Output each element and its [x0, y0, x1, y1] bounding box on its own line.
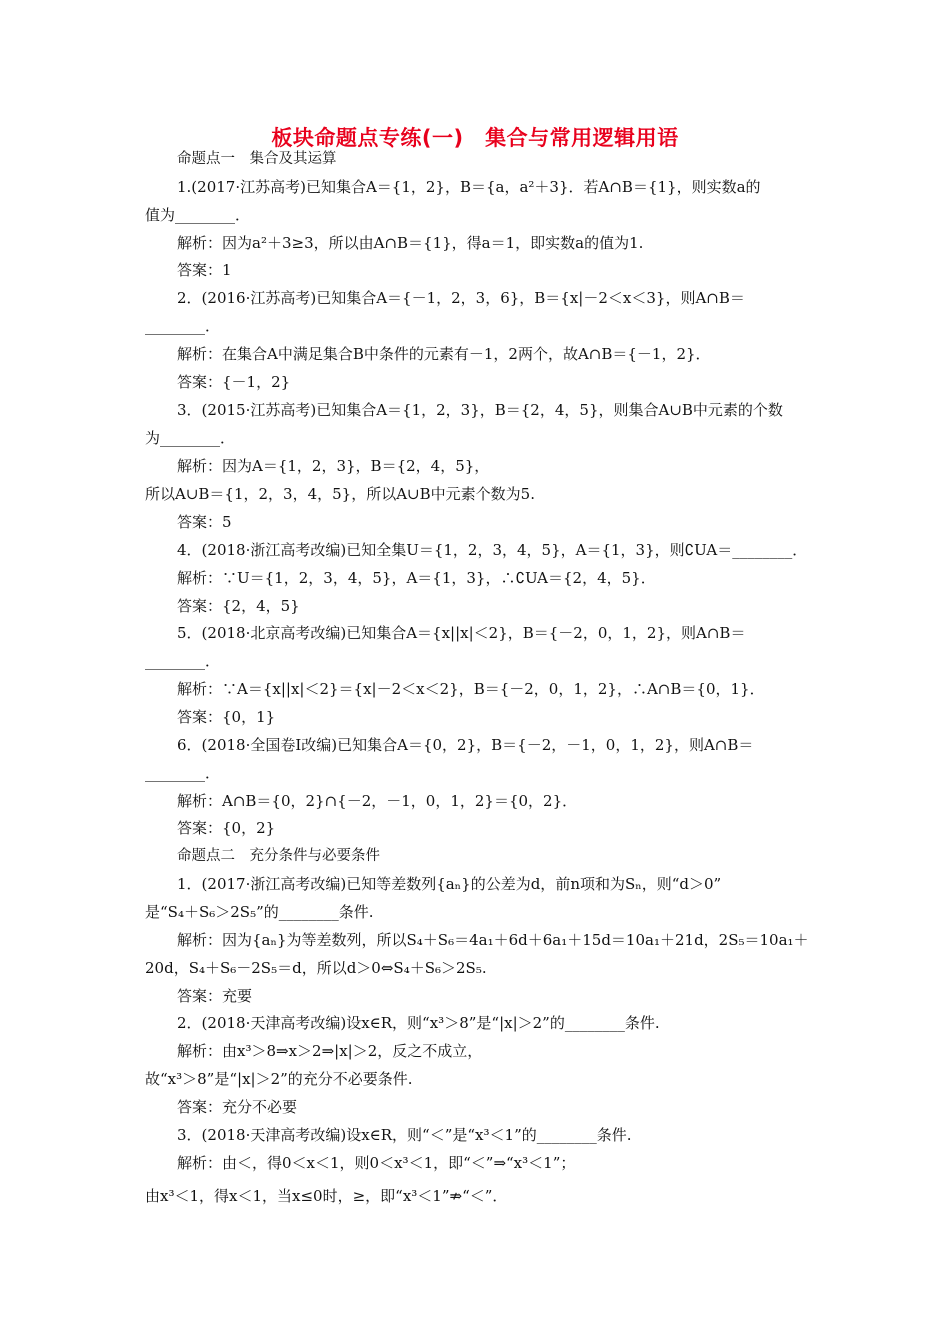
- text-line: 答案：{0，2}: [177, 819, 276, 837]
- text-line: 故“x³＞8”是“|x|＞2”的充分不必要条件.: [145, 1070, 413, 1088]
- text-line: ________．: [145, 317, 221, 335]
- text-line: 3．(2015·江苏高考)已知集合A＝{1，2，3}，B＝{2，4，5}，则集合A∪B中元素的个数: [177, 401, 783, 419]
- text-line: 解析：由＜，得0＜x＜1，则0＜x³＜1，即“＜”⇒“x³＜1”；: [177, 1154, 576, 1172]
- text-line: 解析：A∩B＝{0，2}∩{－2，－1，0，1，2}＝{0，2}．: [177, 792, 578, 810]
- text-line: 解析：因为A＝{1，2，3}，B＝{2，4，5}，: [177, 457, 490, 475]
- text-line: 解析：∵A＝{x||x|＜2}＝{x|－2＜x＜2}，B＝{－2，0，1，2}，∴A∩B＝{0，1}．: [177, 680, 765, 698]
- text-line: 答案：{2，4，5}: [177, 597, 300, 615]
- text-line: 答案：充要: [177, 987, 253, 1005]
- text-line: 答案：1: [177, 261, 232, 279]
- document-title: 板块命题点专练(一) 集合与常用逻辑用语: [271, 126, 679, 150]
- text-line: 1．(2017·浙江高考改编)已知等差数列{aₙ}的公差为d，前n项和为Sₙ，则“d＞0”: [177, 875, 722, 893]
- text-line: 3．(2018·天津高考改编)设x∈R，则“＜”是“x³＜1”的________条件.: [177, 1126, 632, 1144]
- text-line: ________．: [145, 652, 221, 670]
- text-line: 是“S₄＋S₆＞2S₅”的________条件.: [145, 903, 374, 921]
- text-line: 20d，S₄＋S₆－2S₅＝d，所以d＞0⇔S₄＋S₆＞2S₅.: [145, 959, 487, 977]
- text-line: 4．(2018·浙江高考改编)已知全集U＝{1，2，3，4，5}，A＝{1，3}，则∁UA＝________．: [177, 541, 808, 559]
- text-line: 由x³＜1，得x＜1，当x≤0时，≥，即“x³＜1”⇏“＜”．: [145, 1187, 508, 1205]
- text-line: 答案：充分不必要: [177, 1098, 298, 1116]
- text-line: 2．(2016·江苏高考)已知集合A＝{－1，2，3，6}，B＝{x|－2＜x＜3}，则A∩B＝: [177, 289, 745, 307]
- section-heading: 命题点一 集合及其运算: [177, 151, 337, 167]
- text-line: 为________．: [145, 429, 236, 447]
- text-line: 答案：{0，1}: [177, 708, 276, 726]
- section-heading: 命题点二 充分条件与必要条件: [177, 848, 380, 864]
- text-line: 解析：∵U＝{1，2，3，4，5}，A＝{1，3}，∴∁UA＝{2，4，5}．: [177, 569, 656, 587]
- text-line: 2．(2018·天津高考改编)设x∈R，则“x³＞8”是“|x|＞2”的________条件.: [177, 1014, 660, 1032]
- text-line: 值为________．: [145, 206, 251, 224]
- text-line: 6．(2018·全国卷Ⅰ改编)已知集合A＝{0，2}，B＝{－2，－1，0，1，2}，则A∩B＝: [177, 736, 754, 754]
- text-line: 答案：5: [177, 513, 232, 531]
- text-line: 所以A∪B＝{1，2，3，4，5}，所以A∪B中元素个数为5.: [145, 485, 535, 503]
- text-line: 解析：在集合A中满足集合B中条件的元素有－1，2两个，故A∩B＝{－1，2}．: [177, 345, 711, 363]
- text-line: 1.(2017·江苏高考)已知集合A＝{1，2}，B＝{a，a²＋3}．若A∩B＝{1}，则实数a的: [177, 178, 761, 196]
- text-line: ________．: [145, 764, 221, 782]
- text-line: 解析：因为{aₙ}为等差数列，所以S₄＋S₆＝4a₁＋6d＋6a₁＋15d＝10a₁＋21d，2S₅＝10a₁＋: [177, 931, 809, 949]
- text-line: 5．(2018·北京高考改编)已知集合A＝{x||x|＜2}，B＝{－2，0，1，2}，则A∩B＝: [177, 624, 746, 642]
- text-line: 解析：因为a²＋3≥3，所以由A∩B＝{1}，得a＝1，即实数a的值为1.: [177, 234, 644, 252]
- text-line: 解析：由x³＞8⇒x＞2⇒|x|＞2，反之不成立，: [177, 1042, 483, 1060]
- text-line: 答案：{－1，2}: [177, 373, 291, 391]
